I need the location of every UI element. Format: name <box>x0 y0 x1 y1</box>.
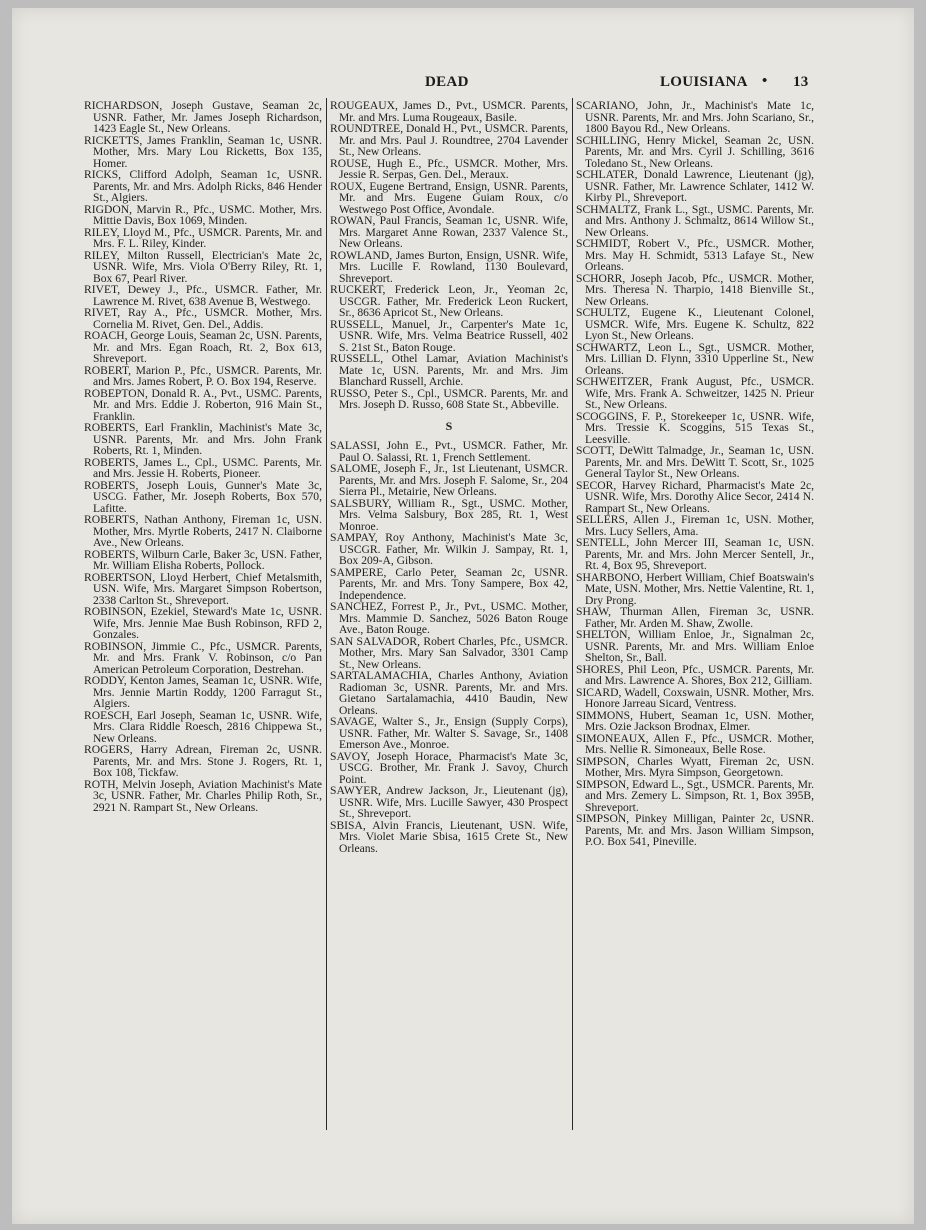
casualty-entry: SIMPSON, Edward L., Sgt., USMCR. Parents, Mr. and Mrs. Zemery L. Simpson, Rt. 1, Box 395B, Shreveport. <box>576 777 814 814</box>
column-middle-entries-s <box>330 440 568 854</box>
casualty-entry: SHAW, Thurman Allen, Fireman 3c, USNR. Father, Mr. Arden M. Shaw, Zwolle. <box>576 605 814 630</box>
casualty-entry: SCHLATER, Donald Lawrence, Lieutenant (jg), USNR. Father, Mr. Lawrence Schlater, 1412 W. Kirby Pl., Shreveport. <box>576 168 814 204</box>
casualty-entry: ROBINSON, Ezekiel, Steward's Mate 1c, USNR. Wife, Mrs. Jennie Mae Bush Robinson, RFD 2, Gonzales. <box>84 605 322 641</box>
casualty-entry: SCHWARTZ, Leon L., Sgt., USMCR. Mother, Mrs. Lillian D. Flynn, 3310 Upperline St., New Orleans. <box>576 340 814 377</box>
casualty-entry: ROBEPTON, Donald R. A., Pvt., USMC. Parents, Mr. and Mrs. Eddie J. Roberton, 916 Main St., Franklin. <box>84 386 322 423</box>
casualty-entry: ROACH, George Louis, Seaman 2c, USN. Parents, Mr. and Mrs. Egan Roach, Rt. 2, Box 613, Shreveport. <box>84 329 322 365</box>
casualty-entry: SCOTT, DeWitt Talmadge, Jr., Seaman 1c, USN. Parents, Mr. and Mrs. DeWitt T. Scott, Sr., 1025 General Taylor St., New Orleans. <box>576 444 814 480</box>
casualty-entry: SCHMALTZ, Frank L., Sgt., USMC. Parents, Mr. and Mrs. Anthony J. Schmaltz, 8614 Willow St., New Orleans. <box>576 202 814 239</box>
casualty-entry: SECOR, Harvey Richard, Pharmacist's Mate 2c, USNR. Wife, Mrs. Dorothy Alice Secor, 2414 N. Rampart St., New Orleans. <box>576 478 814 515</box>
casualty-entry: ROTH, Melvin Joseph, Aviation Machinist's Mate 3c, USNR. Father, Mr. Charles Philip Roth, Sr., 2921 N. Rampart St., New Orleans. <box>84 777 322 814</box>
casualty-entry: SHARBONO, Herbert William, Chief Boatswain's Mate, USN. Mother, Mrs. Nettie Valentine, Rt. 1, Dry Prong. <box>576 570 814 607</box>
column-middle-entries-r <box>330 100 568 411</box>
casualty-entry: ROBERTS, Earl Franklin, Machinist's Mate 3c, USNR. Parents, Mr. and Mrs. John Frank Roberts, Rt. 1, Minden. <box>84 421 322 457</box>
casualty-entry: SALSBURY, William R., Sgt., USMC. Mother, Mrs. Velma Salsbury, Box 285, Rt. 1, West Monroe. <box>330 496 568 533</box>
casualty-entry: ROESCH, Earl Joseph, Seaman 1c, USNR. Wife, Mrs. Clara Riddle Roesch, 2816 Chippewa St., New Orleans. <box>84 708 322 745</box>
page-header <box>12 74 914 96</box>
section-letter: S <box>445 418 453 433</box>
casualty-entry: SAVAGE, Walter S., Jr., Ensign (Supply Corps), USNR. Father, Mr. Walter S. Savage, Sr., 1408 Emerson Ave., Monroe. <box>330 715 568 751</box>
casualty-entry: SIMONEAUX, Allen F., Pfc., USMCR. Mother, Mrs. Nellie R. Simoneaux, Belle Rose. <box>576 731 814 756</box>
casualty-entry: SCOGGINS, F. P., Storekeeper 1c, USNR. Wife, Mrs. Tressie K. Scoggins, 515 Texas St., Leesville. <box>576 409 814 446</box>
casualty-entry: ROWLAND, James Burton, Ensign, USNR. Wife, Mrs. Lucille F. Rowland, 1130 Boulevard, Shreveport. <box>330 248 568 285</box>
casualty-entry: ROBERTS, Nathan Anthony, Fireman 1c, USN. Mother, Mrs. Myrtle Roberts, 2417 N. Claiborne Ave., New Orleans. <box>84 513 322 549</box>
header-bullet: • <box>762 73 768 89</box>
casualty-entry: RUSSELL, Othel Lamar, Aviation Machinist's Mate 1c, USN. Parents, Mr. and Mrs. Jim Blanchard Russell, Archie. <box>330 352 568 388</box>
casualty-entry: SAMPERE, Carlo Peter, Seaman 2c, USNR. Parents, Mr. and Mrs. Tony Sampere, Box 42, Independence. <box>330 565 568 602</box>
casualty-entry: SANCHEZ, Forrest P., Jr., Pvt., USMC. Mother, Mrs. Mammie D. Sanchez, 5026 Baton Rouge Ave., Baton Rouge. <box>330 600 568 636</box>
casualty-entry: ROWAN, Paul Francis, Seaman 1c, USNR. Wife, Mrs. Margaret Anne Rowan, 2337 Valence St., New Orleans. <box>330 214 568 250</box>
casualty-entry: SENTELL, John Mercer III, Seaman 1c, USN. Parents, Mr. and Mrs. John Mercer Sentell, Jr., Rt. 4, Box 95, Shreveport. <box>576 536 814 572</box>
casualty-entry: ROGERS, Harry Adrean, Fireman 2c, USNR. Parents, Mr. and Mrs. Stone J. Rogers, Rt. 1, Box 108, Tickfaw. <box>84 743 322 779</box>
casualty-entry: RUSSELL, Manuel, Jr., Carpenter's Mate 1c, USNR. Wife, Mrs. Velma Beatrice Russell, 402 S. 21st St., Baton Rouge. <box>330 317 568 354</box>
casualty-entry: ROUNDTREE, Donald H., Pvt., USMCR. Parents, Mr. and Mrs. Paul J. Roundtree, 2704 Lavender St., New Orleans. <box>330 122 568 158</box>
casualty-entry: SCHULTZ, Eugene K., Lieutenant Colonel, USMCR. Wife, Mrs. Eugene K. Schultz, 822 Lyon St., New Orleans. <box>576 306 814 342</box>
page-number: 13 <box>793 74 809 90</box>
casualty-entry: SCHMIDT, Robert V., Pfc., USMCR. Mother, Mrs. May H. Schmidt, 5313 Lafaye St., New Orleans. <box>576 237 814 273</box>
casualty-entry: RICKS, Clifford Adolph, Seaman 1c, USNR. Parents, Mr. and Mrs. Adolph Ricks, 846 Hender St., Algiers. <box>84 168 322 204</box>
casualty-entry: RODDY, Kenton James, Seaman 1c, USNR. Wife, Mrs. Jennie Martin Roddy, 1200 Farragut St., Algiers. <box>84 674 322 710</box>
header-state: LOUISIANA <box>660 74 748 90</box>
column-middle <box>330 100 568 854</box>
casualty-entry: ROUGEAUX, James D., Pvt., USMCR. Parents, Mr. and Mrs. Luma Rougeaux, Basile. <box>330 99 568 124</box>
casualty-entry: SAVOY, Joseph Horace, Pharmacist's Mate 3c, USCG. Brother, Mr. Frank J. Savoy, Church Point. <box>330 749 568 786</box>
casualty-entry: SAMPAY, Roy Anthony, Machinist's Mate 3c, USCGR. Father, Mr. Wilkin J. Sampay, Rt. 1, Box 209-A, Gibson. <box>330 531 568 567</box>
casualty-entry: RICHARDSON, Joseph Gustave, Seaman 2c, USNR. Father, Mr. James Joseph Richardson, 1423 Eagle St., New Orleans. <box>84 99 322 135</box>
casualty-entry: RUCKERT, Frederick Leon, Jr., Yeoman 2c, USCGR. Father, Mr. Frederick Leon Ruckert, Sr., 8636 Apricot St., New Orleans. <box>330 283 568 319</box>
casualty-entry: SALASSI, John E., Pvt., USMCR. Father, Mr. Paul O. Salassi, Rt. 1, French Settlement. <box>330 439 568 464</box>
casualty-entry: SICARD, Wadell, Coxswain, USNR. Mother, Mrs. Honore Jarreau Sicard, Ventress. <box>576 685 814 710</box>
casualty-entry: SIMPSON, Charles Wyatt, Fireman 2c, USN. Mother, Mrs. Myra Simpson, Georgetown. <box>576 754 814 779</box>
casualty-entry: SAN SALVADOR, Robert Charles, Pfc., USMCR. Mother, Mrs. Mary San Salvador, 3301 Camp St., New Orleans. <box>330 634 568 671</box>
casualty-entry: SIMMONS, Hubert, Seaman 1c, USN. Mother, Mrs. Ozie Jackson Brodnax, Elmer. <box>576 708 814 733</box>
document-page <box>12 8 914 1224</box>
casualty-entry: ROUX, Eugene Bertrand, Ensign, USNR. Parents, Mr. and Mrs. Eugene Guiam Roux, c/o Westwego Post Office, Avondale. <box>330 179 568 216</box>
casualty-entry: SCHORR, Joseph Jacob, Pfc., USMCR. Mother, Mrs. Theresa N. Tharpio, 1418 Bienville St., New Orleans. <box>576 271 814 308</box>
casualty-entry: ROBERT, Marion P., Pfc., USMCR. Parents, Mr. and Mrs. James Robert, P. O. Box 194, Reserve. <box>84 363 322 388</box>
casualty-entry: SIMPSON, Pinkey Milligan, Painter 2c, USNR. Parents, Mr. and Mrs. Jason William Simpson, P.O. Box 541, Pineville. <box>576 812 814 848</box>
casualty-entry: RIGDON, Marvin R., Pfc., USMC. Mother, Mrs. Mittie Davis, Box 1069, Minden. <box>84 202 322 227</box>
header-title: DEAD <box>425 74 469 90</box>
casualty-entry: ROBERTSON, Lloyd Herbert, Chief Metalsmith, USN. Wife, Mrs. Margaret Simpson Robertson, 2338 Carlton St., Shreveport. <box>84 570 322 607</box>
column-left <box>84 100 322 813</box>
casualty-entry: ROUSE, Hugh E., Pfc., USMCR. Mother, Mrs. Jessie R. Serpas, Gen. Del., Meraux. <box>330 156 568 181</box>
casualty-entry: SHELTON, William Enloe, Jr., Signalman 2c, USNR. Parents, Mr. and Mrs. William Enloe Shelton, Sr., Ball. <box>576 628 814 664</box>
column-right <box>576 100 814 848</box>
casualty-entry: SALOME, Joseph F., Jr., 1st Lieutenant, USMCR. Parents, Mr. and Mrs. Joseph F. Salome, Sr., 204 Sierra Pl., Metairie, New Orleans. <box>330 462 568 498</box>
casualty-entry: SHORES, Phil Leon, Pfc., USMCR. Parents, Mr. and Mrs. Lawrence A. Shores, Box 212, Gilliam. <box>576 662 814 687</box>
column-divider <box>572 98 573 1130</box>
casualty-entry: SCHILLING, Henry Mickel, Seaman 2c, USN. Parents, Mr. and Mrs. Cyril J. Schilling, 3616 Toledano St., New Orleans. <box>576 133 814 170</box>
column-divider <box>326 98 327 1130</box>
casualty-entry: ROBERTS, James L., Cpl., USMC. Parents, Mr. and Mrs. Jessie H. Roberts, Pioneer. <box>84 455 322 480</box>
casualty-entry: ROBERTS, Joseph Louis, Gunner's Mate 3c, USCG. Father, Mr. Joseph Roberts, Box 570, Lafitte. <box>84 478 322 515</box>
casualty-entry: SCHWEITZER, Frank August, Pfc., USMCR. Wife, Mrs. Frank A. Schweitzer, 1425 N. Prieur St., New Orleans. <box>576 375 814 411</box>
casualty-entry: RILEY, Milton Russell, Electrician's Mate 2c, USNR. Wife, Mrs. Viola O'Berry Riley, Rt. 1, Box 67, Pearl River. <box>84 248 322 285</box>
casualty-entry: ROBINSON, Jimmie C., Pfc., USMCR. Parents, Mr. and Mrs. Frank V. Robinson, c/o Pan American Petroleum Corporation, Destrehan. <box>84 639 322 676</box>
casualty-entry: RIVET, Dewey J., Pfc., USMCR. Father, Mr. Lawrence M. Rivet, 638 Avenue B, Westwego. <box>84 283 322 308</box>
casualty-entry: RICKETTS, James Franklin, Seaman 1c, USNR. Mother, Mrs. Mary Lou Ricketts, Box 135, Homer. <box>84 133 322 170</box>
casualty-entry: RILEY, Lloyd M., Pfc., USMCR. Parents, Mr. and Mrs. F. L. Riley, Kinder. <box>84 225 322 250</box>
casualty-entry: SBISA, Alvin Francis, Lieutenant, USN. Wife, Mrs. Violet Marie Sbisa, 1615 Crete St., New Orleans. <box>330 818 568 855</box>
casualty-entry: SCARIANO, John, Jr., Machinist's Mate 1c, USNR. Parents, Mr. and Mrs. John Scariano, Sr., 1800 Bayou Rd., New Orleans. <box>576 99 814 135</box>
casualty-entry: SELLERS, Allen J., Fireman 1c, USN. Mother, Mrs. Lucy Sellers, Ama. <box>576 513 814 538</box>
casualty-entry: RUSSO, Peter S., Cpl., USMCR. Parents, Mr. and Mrs. Joseph D. Russo, 608 State St., Abbeville. <box>330 386 568 411</box>
casualty-entry: ROBERTS, Wilburn Carle, Baker 3c, USN. Father, Mr. William Elisha Roberts, Pollock. <box>84 547 322 572</box>
casualty-entry: SARTALAMACHIA, Charles Anthony, Aviation Radioman 3c, USNR. Parents, Mr. and Mrs. Gietano Sartalamachia, 4410 Baudin, New Orleans. <box>330 669 568 717</box>
casualty-entry: RIVET, Ray A., Pfc., USMCR. Mother, Mrs. Cornelia M. Rivet, Gen. Del., Addis. <box>84 306 322 331</box>
casualty-entry: SAWYER, Andrew Jackson, Jr., Lieutenant (jg), USNR. Wife, Mrs. Lucille Sawyer, 430 Prospect St., Shreveport. <box>330 784 568 820</box>
